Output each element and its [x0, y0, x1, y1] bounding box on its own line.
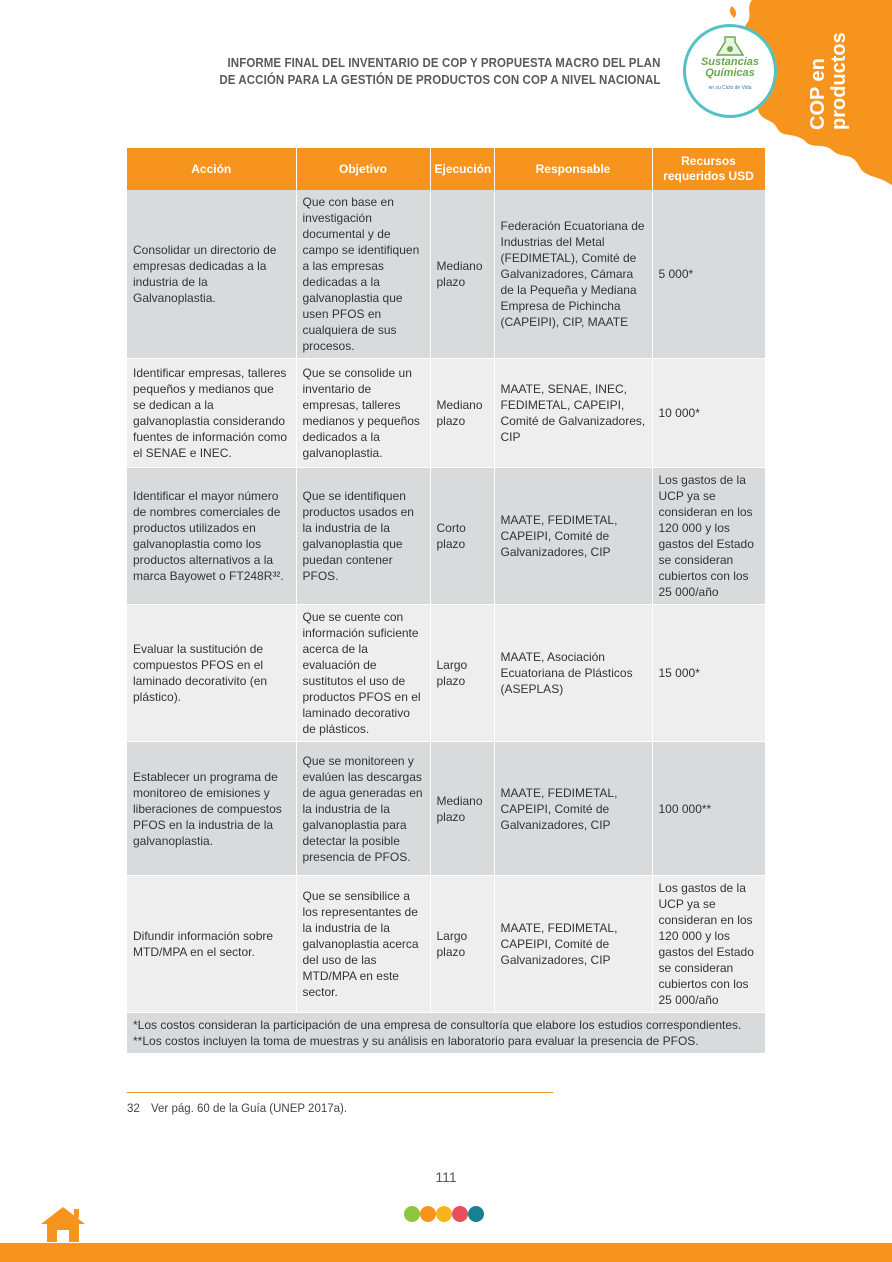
footnote-text: Ver pág. 60 de la Guía (UNEP 2017a).	[151, 1103, 348, 1115]
action-plan-table	[127, 148, 766, 1054]
running-header	[219, 55, 660, 89]
cell-recursos: Los gastos de la UCP ya se consideran en los 120 000 y los gastos del Estado se consideran cubiertos con los 25 000/año	[652, 876, 765, 1013]
flask-icon	[710, 35, 750, 57]
cell-responsable: MAATE, FEDIMETAL, CAPEIPI, Comité de Galvanizadores, CIP	[494, 876, 652, 1013]
cell-accion: Identificar empresas, talleres pequeños y medianos que se dedican a la galvanoplastia considerando fuentes de información como el SENAE e INEC.	[127, 359, 296, 468]
sustancias-quimicas-seal	[683, 24, 777, 118]
cell-recursos: 100 000**	[652, 742, 765, 876]
table-notes-row	[127, 1013, 765, 1054]
table-row	[127, 190, 765, 359]
header-accion: Acción	[127, 148, 296, 190]
cell-ejecucion: Largo plazo	[430, 876, 494, 1013]
section-side-title	[808, 30, 860, 130]
running-header-line2: DE ACCIÓN PARA LA GESTIÓN DE PRODUCTOS CON COP A NIVEL NACIONAL	[218, 73, 660, 87]
yellow-dot	[436, 1206, 452, 1222]
red-dot	[452, 1206, 468, 1222]
header-recursos: Recursos requeridos USD	[652, 148, 765, 190]
cell-objetivo: Que se monitoreen y evalúen las descargas de agua generadas en la industria de la galvanoplastia para detectar la posible presencia de PFOS.	[296, 742, 430, 876]
cell-ejecucion: Mediano plazo	[430, 742, 494, 876]
cell-recursos: Los gastos de la UCP ya se consideran en los 120 000 y los gastos del Estado se consideran cubiertos con los 25 000/año	[652, 468, 765, 605]
table-row	[127, 605, 765, 742]
footnote	[127, 1103, 347, 1115]
bottom-bar	[0, 1243, 892, 1262]
green-dot	[404, 1206, 420, 1222]
table-header-row	[127, 148, 765, 190]
cell-objetivo: Que se sensibilice a los representantes de la industria de la galvanoplastia acerca del uso de las MTD/MPA en este sector.	[296, 876, 430, 1013]
cell-objetivo: Que se consolide un inventario de empresas, talleres medianos y pequeños dedicados a la galvanoplastia.	[296, 359, 430, 468]
header-objetivo: Objetivo	[296, 148, 430, 190]
side-title-line2: productos	[828, 32, 850, 130]
seal-subtitle: en su Ciclo de Vida	[708, 85, 752, 91]
header-responsable: Responsable	[494, 148, 652, 190]
orange-dot	[420, 1206, 436, 1222]
footnote-divider	[127, 1092, 553, 1093]
cell-recursos: 10 000*	[652, 359, 765, 468]
cell-recursos: 15 000*	[652, 605, 765, 742]
home-icon[interactable]	[38, 1204, 88, 1244]
cell-accion: Consolidar un directorio de empresas dedicadas a la industria de la Galvanoplastia.	[127, 190, 296, 359]
footnote-number: 32	[127, 1103, 140, 1115]
cell-objetivo: Que se cuente con información suficiente acerca de la evaluación de sustitutos el uso de productos PFOS en el laminado decorativo de plásticos.	[296, 605, 430, 742]
table-row	[127, 876, 765, 1013]
side-title-line1: COP en	[807, 58, 829, 130]
table-row	[127, 742, 765, 876]
page-number: 111	[435, 1169, 457, 1185]
cell-objetivo: Que se identifiquen productos usados en la industria de la galvanoplastia que puedan contener PFOS.	[296, 468, 430, 605]
table-row	[127, 359, 765, 468]
color-dots-decoration	[404, 1206, 488, 1222]
cell-objetivo: Que con base en investigación documental y de campo se identifiquen a las empresas dedicadas a la galvanoplastia que usen PFOS en cualquiera de sus procesos.	[296, 190, 430, 359]
cell-responsable: MAATE, FEDIMETAL, CAPEIPI, Comité de Galvanizadores, CIP	[494, 742, 652, 876]
table-row	[127, 468, 765, 605]
cell-recursos: 5 000*	[652, 190, 765, 359]
header-ejecucion: Ejecución	[430, 148, 494, 190]
cell-responsable: Federación Ecuatoriana de Industrias del Metal (FEDIMETAL), Comité de Galvanizadores, Cámara de la Pequeña y Mediana Empresa de Pichincha (CAPEIPI), CIP, MAATE	[494, 190, 652, 359]
teal-dot	[468, 1206, 484, 1222]
table-note-2: **Los costos incluyen la toma de muestras y su análisis en laboratorio para evaluar la presencia de PFOS.	[133, 1034, 699, 1048]
cell-responsable: MAATE, Asociación Ecuatoriana de Plásticos (ASEPLAS)	[494, 605, 652, 742]
seal-title-line2: Químicas	[705, 67, 755, 79]
cell-accion: Difundir información sobre MTD/MPA en el sector.	[127, 876, 296, 1013]
cell-ejecucion: Largo plazo	[430, 605, 494, 742]
cell-accion: Evaluar la sustitución de compuestos PFOS en el laminado decorativito (en plástico).	[127, 605, 296, 742]
cell-responsable: MAATE, SENAE, INEC, FEDIMETAL, CAPEIPI, Comité de Galvanizadores, CIP	[494, 359, 652, 468]
cell-accion: Identificar el mayor número de nombres comerciales de productos utilizados en galvanoplastia como los productos alternativos a la marca Bayowet o FT248R³².	[127, 468, 296, 605]
cell-ejecucion: Corto plazo	[430, 468, 494, 605]
cell-responsable: MAATE, FEDIMETAL, CAPEIPI, Comité de Galvanizadores, CIP	[494, 468, 652, 605]
cell-accion: Establecer un programa de monitoreo de emisiones y liberaciones de compuestos PFOS en la industria de la galvanoplastia.	[127, 742, 296, 876]
running-header-line1: INFORME FINAL DEL INVENTARIO DE COP Y PROPUESTA MACRO DEL PLAN	[227, 56, 660, 70]
seal-title-line1: Sustancias	[700, 56, 760, 68]
cell-ejecucion: Mediano plazo	[430, 359, 494, 468]
cell-ejecucion: Mediano plazo	[430, 190, 494, 359]
table-note-1: *Los costos consideran la participación de una empresa de consultoría que elabore los estudios correspondientes.	[133, 1018, 742, 1032]
